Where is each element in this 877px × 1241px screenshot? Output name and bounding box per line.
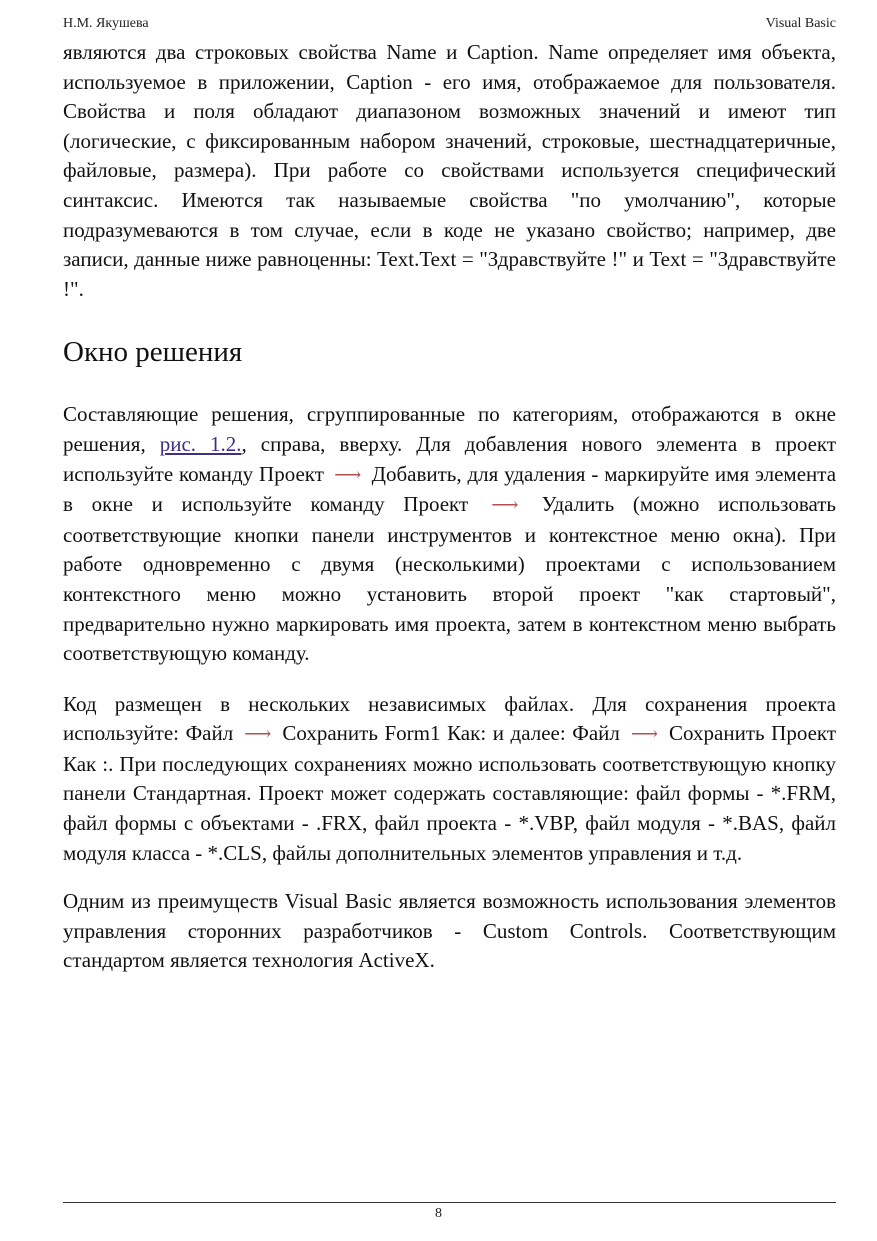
- text-segment: Составляющие решения, сгруппированные по категориям, отображаются в окне решения,: [63, 402, 836, 456]
- text-segment: Добавить, для удаления - маркируйте имя элемента в окне и используйте команду Проект: [63, 461, 837, 517]
- paragraph-custom-controls: Одним из преимуществ Visual Basic является возможность использования элементов управления сторонних разработчиков - Custom Controls. Соответствующим стандартом является технология ActiveX.: [63, 889, 836, 973]
- arrow-right-icon: ⟶: [491, 495, 519, 517]
- header-author: Н.М. Якушева: [63, 16, 149, 31]
- page-content: [63, 38, 836, 976]
- arrow-right-icon: ⟶: [244, 724, 272, 746]
- text-segment: Удалить (можно использовать соответствующие кнопки панели инструментов и контекстное меню окна). При работе одновременно с двумя (несколькими) проектами с использованием контекстного меню можно установить второй проект "как стартовый", предварительно нужно маркировать имя проекта, затем в контекстном меню выбрать соответствующую команду.: [63, 492, 837, 666]
- text-segment: Сохранить Form1 Как: и далее: Файл: [282, 721, 620, 746]
- paragraph-solution-window: [63, 400, 836, 668]
- figure-link[interactable]: рис. 1.2.: [159, 431, 242, 456]
- text-segment: Код размещен в нескольких независимых файлах. Для сохранения проекта используйте: Файл: [63, 691, 836, 746]
- paragraph-properties: являются два строковых свойства Name и Caption. Name определяет имя объекта, используемое в приложении, Caption - его имя, отображаемое для пользователя. Свойства и поля обладают диапазоном возможных значений и имеют тип (логические, с фиксированным набором значений, строковые, шестнадцатеричные, файловые, размера). При работе со свойствами используется специфический синтаксис. Имеются так называемые свойства "по умолчанию", которые подразумеваются в том случае, если в коде не указано свойство; например, две записи, данные ниже равноценны: Text.Text = "Здравствуйте !" и Text = "Здравствуйте !".: [63, 40, 836, 301]
- paragraph-code-files: [63, 690, 836, 869]
- footer-divider: [63, 1202, 836, 1203]
- text-segment: Сохранить Проект Как :. При последующих сохранениях можно использовать соответствующую кнопку панели Стандартная. Проект может содержать составляющие: файл формы - *.FRM, файл формы с объектами - .FRX, файл проекта - *.VBP, файл модуля - *.BAS, файл модуля класса - *.CLS, файлы дополнительных элементов управления и т.д.: [63, 721, 837, 865]
- arrow-right-icon: ⟶: [630, 724, 659, 746]
- page-number: 8: [435, 1206, 442, 1221]
- header-title: Visual Basic: [765, 16, 836, 31]
- section-heading: Окно решения: [63, 336, 243, 369]
- arrow-right-icon: ⟶: [334, 464, 362, 486]
- page-header: [63, 16, 836, 36]
- text-segment: , справа, вверху. Для добавления нового элемента в проект используйте команду Проект: [63, 431, 837, 486]
